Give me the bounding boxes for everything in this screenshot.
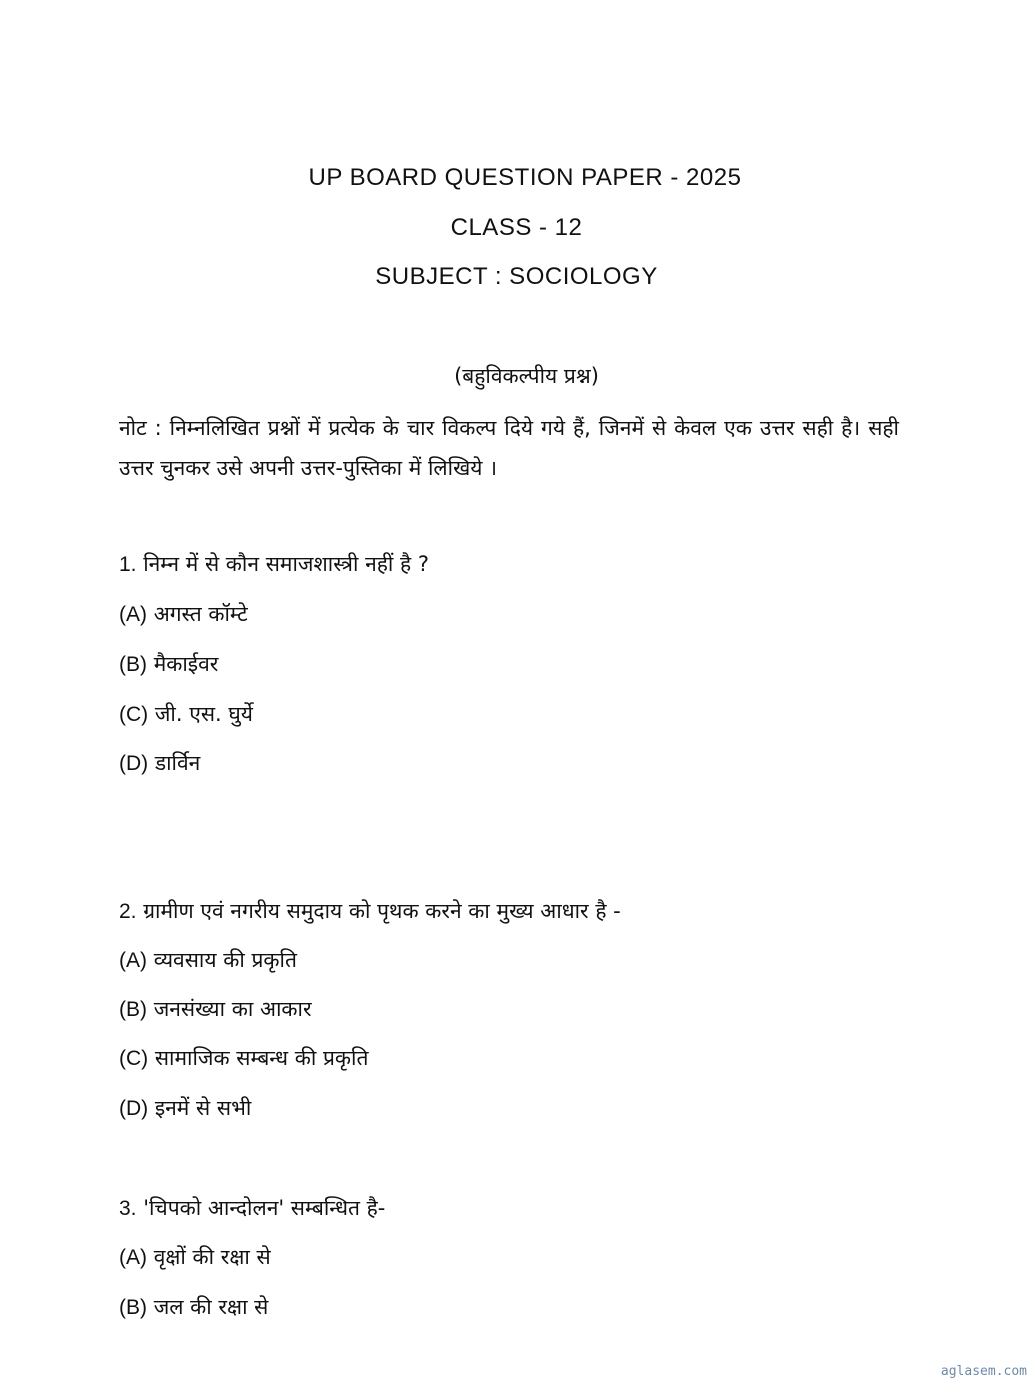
option-text: मैकाईवर [153,652,219,676]
option-label: (B) [119,1296,147,1319]
option-text: अगस्त कॉम्टे [153,602,248,626]
question-2-option-c [119,1044,368,1072]
class-heading: CLASS - 12 [450,214,583,241]
option-text: जी. एस. घुर्ये [154,702,253,726]
option-text: जनसंख्या का आकार [153,997,312,1021]
question-1 [119,550,429,578]
option-label: (C) [119,703,149,726]
option-label: (A) [119,1246,147,1269]
instructions-note: नोट : निम्नलिखित प्रश्नों में प्रत्येक के चार विकल्प दिये गये हैं, जिनमें से केवल एक उत्तर सही है। सही उत्तर चुनकर उसे अपनी उत्तर-पुस्तिका में लिखिये । [119,416,899,480]
question-number: 1. [119,553,137,576]
question-1-option-d [119,749,200,777]
question-2 [119,897,621,925]
paper-title: UP BOARD QUESTION PAPER - 2025 [308,164,742,191]
question-3-option-a [119,1243,271,1271]
question-number: 3. [119,1197,137,1220]
option-label: (D) [119,752,149,775]
question-2-option-d [119,1094,251,1122]
option-label: (D) [119,1097,149,1120]
option-label: (C) [119,1047,149,1070]
option-label: (A) [119,603,147,626]
option-label: (B) [119,653,147,676]
option-label: (B) [119,998,147,1021]
section-title: (बहुविकल्पीय प्रश्न) [454,364,599,388]
option-text: डार्विन [154,751,201,775]
watermark: aglasem.com [940,1364,1027,1379]
question-3 [119,1194,385,1222]
question-text: निम्न में से कौन समाजशास्त्री नहीं है ? [143,552,429,576]
question-2-option-a [119,946,297,974]
question-3-option-b [119,1293,268,1321]
question-1-option-c [119,700,253,728]
question-text: 'चिपको आन्दोलन' सम्बन्धित है- [143,1196,386,1220]
subject-heading: SUBJECT : SOCIOLOGY [375,263,658,290]
option-text: इनमें से सभी [154,1096,252,1120]
question-1-option-b [119,650,218,678]
option-text: व्यवसाय की प्रकृति [153,948,297,972]
question-number: 2. [119,900,137,923]
option-label: (A) [119,949,147,972]
question-1-option-a [119,600,248,628]
option-text: जल की रक्षा से [153,1295,269,1319]
option-text: वृक्षों की रक्षा से [153,1245,271,1269]
option-text: सामाजिक सम्बन्ध की प्रकृति [154,1046,369,1070]
question-text: ग्रामीण एवं नगरीय समुदाय को पृथक करने का मुख्य आधार है - [143,899,621,923]
question-2-option-b [119,995,312,1023]
